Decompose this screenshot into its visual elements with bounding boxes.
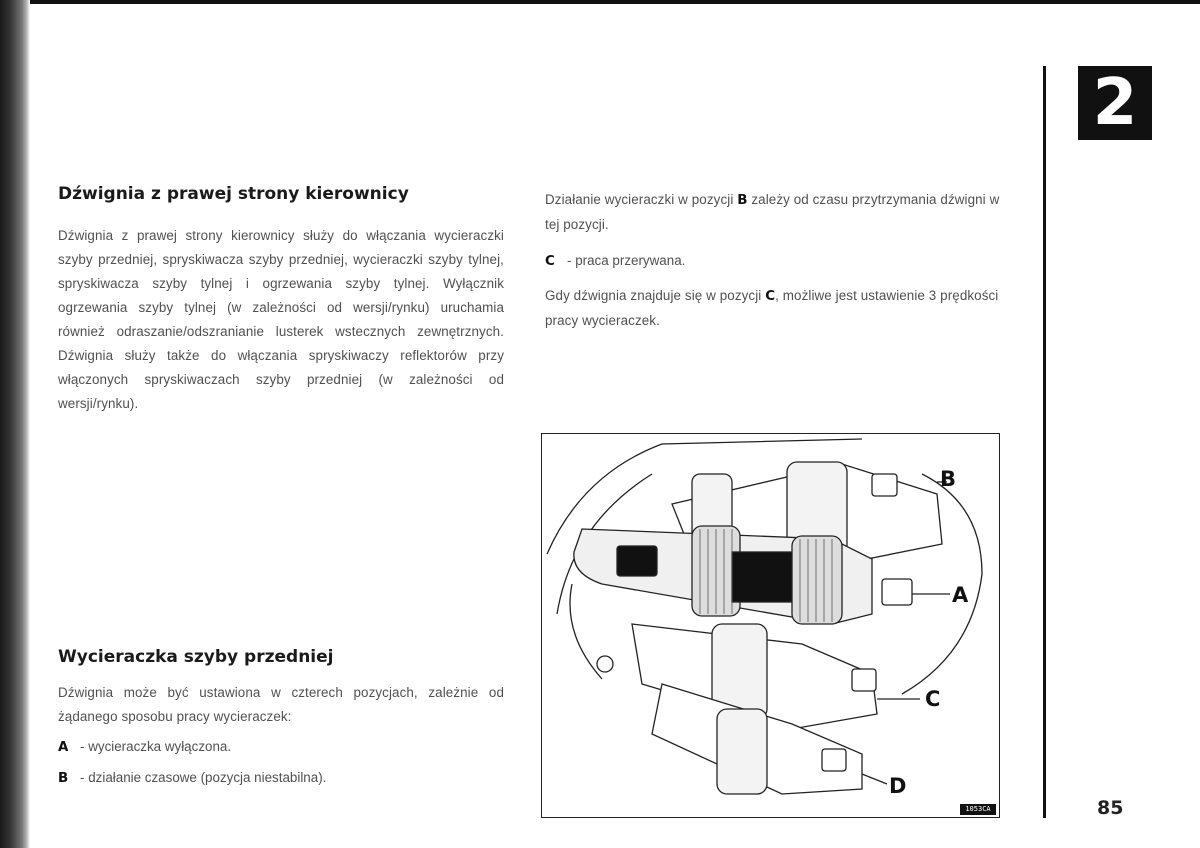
section-title: Dźwignia z prawej strony kierownicy — [58, 184, 409, 204]
figure-label-b: B — [940, 467, 957, 491]
dashboard-knob — [597, 656, 613, 672]
chapter-divider-rule — [1043, 66, 1046, 818]
text-run: Działanie wycieraczki w pozycji — [545, 192, 738, 207]
item-separator: - — [80, 739, 85, 754]
paragraph-position-b — [545, 188, 1000, 237]
text-run: zależy od czasu przytrzymania dźwigni w tej pozycji. — [545, 192, 1000, 232]
position-letter: B — [58, 771, 69, 786]
section-title: Wycieraczka szyby przedniej — [58, 647, 334, 667]
item-separator: - — [567, 253, 572, 268]
position-letter: C — [545, 254, 555, 269]
right-column-text — [545, 188, 1000, 345]
chapter-number-badge: 2 — [1078, 66, 1152, 140]
section-paragraph: Dźwignia może być ustawiona w czterech pozycjach, zależnie od żądanego sposobu pracy wycieraczek: — [58, 685, 504, 724]
page-number: 85 — [1097, 797, 1124, 819]
paragraph-position-c — [545, 284, 1000, 333]
top-border — [0, 0, 1200, 4]
position-letter: A — [58, 740, 69, 755]
lever-positions-figure — [541, 433, 1000, 818]
leader-line-d — [862, 774, 887, 784]
figure-label-a: A — [952, 583, 969, 607]
position-item-a — [58, 735, 504, 760]
position-description: praca przerywana. — [575, 253, 686, 268]
lever-illustration — [542, 434, 1000, 818]
position-letter: C — [765, 289, 776, 304]
section-right-lever — [58, 184, 504, 416]
position-item-b — [58, 766, 504, 791]
position-description: działanie czasowe (pozycja niestabilna). — [88, 770, 327, 785]
position-description: wycieraczka wyłączona. — [88, 739, 232, 754]
text-run: , możliwe jest ustawienie 3 prędkości pracy wycieraczek. — [545, 288, 999, 328]
book-binding-shadow — [0, 0, 30, 848]
figure-label-c: C — [925, 687, 941, 711]
section-paragraph: Dźwignia z prawej strony kierownicy służy do włączania wycieraczki szyby przedniej, spryskiwacza szyby przedniej, wycieraczki szyby tylnej, spryskiwacza szyby tylnej i ogrzewania szyby tylnej. Wyłącznik ogrzewania szyby tylnej (w zależności od wersji/rynku) uruchamia również odraszanie/odszranianie lusterek wstecznych zewnętrznych. Dźwignia służy także do włączania spryskiwaczy reflektorów przy włączonych spryskiwaczach szyby przedniej (w zależności od wersji/rynku). — [58, 228, 504, 411]
position-item-c — [545, 249, 1000, 274]
text-run: Gdy dźwignia znajduje się w pozycji — [545, 288, 766, 303]
item-separator: - — [80, 770, 85, 785]
position-letter: B — [737, 193, 748, 208]
section-windscreen-wiper — [58, 647, 504, 791]
figure-label-d: D — [889, 774, 907, 798]
figure-code: 1053CA — [960, 804, 996, 815]
